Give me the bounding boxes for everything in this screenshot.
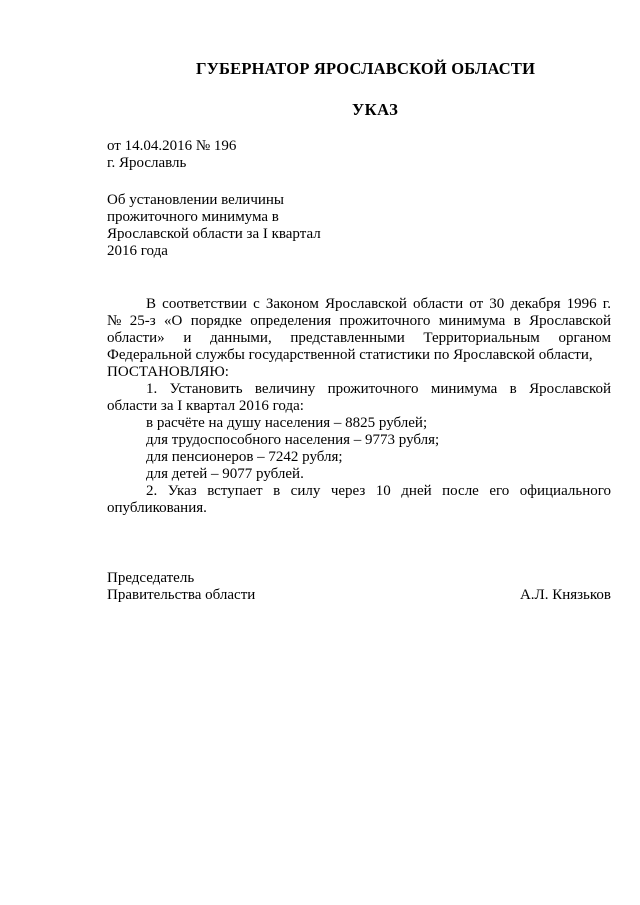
signatory-position-2: Правительства области <box>107 587 256 603</box>
signatory-name: А.Л. Князьков <box>519 587 611 603</box>
signatory-position-1: Председатель <box>107 570 195 586</box>
subject-line-1: Об установлении величины <box>107 192 284 208</box>
subject-line-4: 2016 года <box>107 243 168 259</box>
document-header-title: ГУБЕРНАТОР ЯРОСЛАВСКОЙ ОБЛАСТИ <box>196 59 536 78</box>
document-type: УКАЗ <box>352 100 399 119</box>
value-children: для детей – 9077 рублей. <box>146 466 304 482</box>
item1-line-2: области за I квартал 2016 года: <box>107 398 304 414</box>
city: г. Ярославль <box>107 155 187 171</box>
item2-line-2: опубликования. <box>107 500 207 516</box>
value-working-age: для трудоспособного населения – 9773 рубля; <box>146 432 440 448</box>
subject-line-2: прожиточного минимума в <box>107 209 279 225</box>
preamble-line-3: области» и данными, представленными Территориальным органом <box>107 330 611 346</box>
value-pensioners: для пенсионеров – 7242 рубля; <box>146 449 343 465</box>
date-number: от 14.04.2016 № 196 <box>107 138 237 154</box>
subject-line-3: Ярославской области за I квартал <box>107 226 321 242</box>
item1-line-1: 1. Установить величину прожиточного минимума в Ярославской <box>146 381 611 397</box>
preamble-line-2: № 25-з «О порядке определения прожиточного минимума в Ярославской <box>107 313 611 329</box>
preamble-line-1: В соответствии с Законом Ярославской области от 30 декабря 1996 г. <box>146 296 611 312</box>
decree-word: ПОСТАНОВЛЯЮ: <box>107 364 229 380</box>
preamble-line-4: Федеральной службы государственной статистики по Ярославской области, <box>107 347 593 363</box>
item2-line-1: 2. Указ вступает в силу через 10 дней после его официального <box>146 483 611 499</box>
value-per-capita: в расчёте на душу населения – 8825 рублей; <box>146 415 428 431</box>
